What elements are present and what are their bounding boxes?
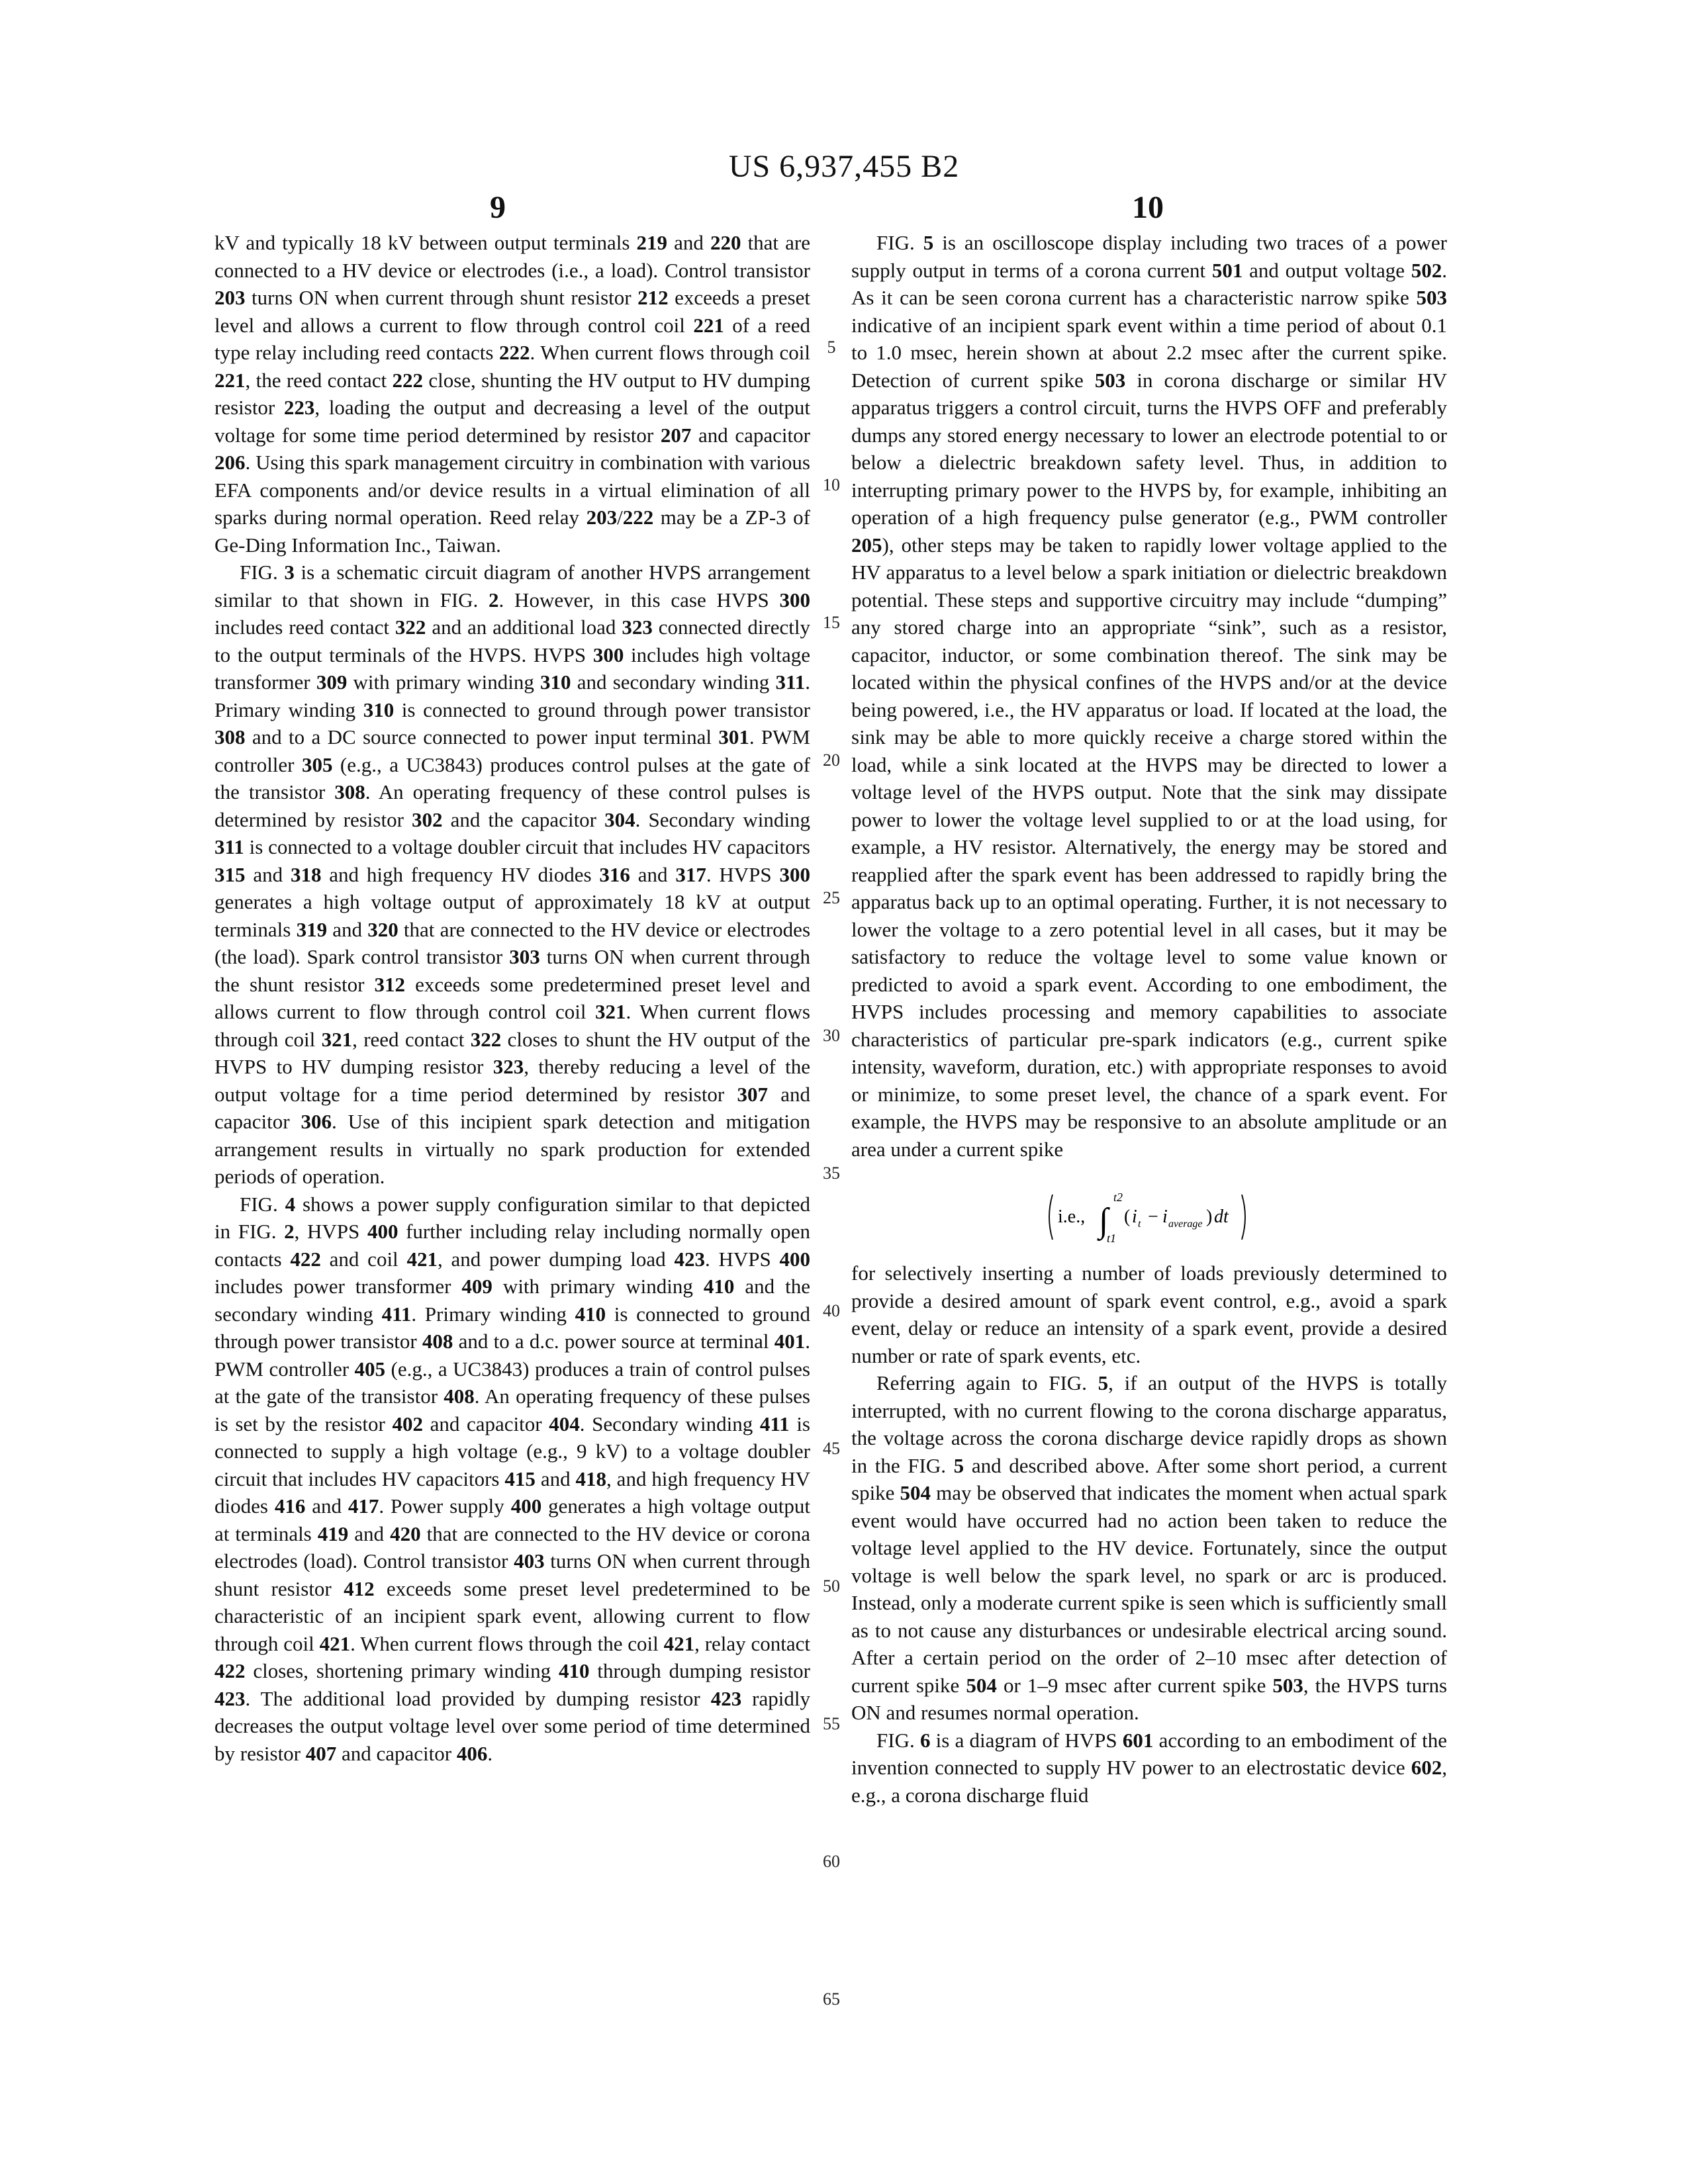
line-number: 5 [827, 338, 836, 357]
right-paren [1242, 1195, 1245, 1240]
patent-number: US 6,937,455 B2 [728, 149, 960, 184]
average-current-symbol: i [1162, 1206, 1168, 1227]
paragraph: for selectively inserting a number of loads previously determined to provide a desired amount of spark event control, e.g., avoid a spark event, delay or reduce an intensity of a spark event, provide a desired number or rate of spark events, etc. [851, 1261, 1447, 1367]
paragraph: FIG. 5 is an oscilloscope display including two traces of a power supply output in terms of a corona current 501 and output voltage 502. As it can be seen corona current has a characteristic narrow spike 503 indicative of an incipient spark event within a time period of about 0.1 to 1.0 msec, herein shown at about 2.2 msec after the current spike. Detection of current spike 503 in corona discharge or similar HV apparatus triggers a control circuit, turns the HVPS OFF and preferably dumps any stored energy necessary to lower an electrode potential to or below a dielectric breakdown safety level. Thus, in addition to interrupting primary power to the HVPS by, for example, inhibiting an operation of a high frequency pulse generator (e.g., PWM controller 205), other steps may be taken to rapidly lower voltage applied to the HV apparatus to a level below a spark initiation or dielectric breakdown potential. These steps and supportive circuitry may include “dumping” any stored charge into an appropriate “sink”, such as a resistor, capacitor, inductor, or some combination thereof. The sink may be located within the physical confines of the HVPS and/or at the device being powered, i.e., the HV apparatus or load. If located at the load, the sink may be able to more quickly receive a charge stored within the load, while a sink located at the HVPS may be directed to lower a voltage level of the HVPS output. Note that the sink may dissipate power to lower the voltage level supplied to or at the load using, for example, a HV resistor. Alternatively, the energy may be stored and reapplied after the spark event has been addressed to rapidly bring the apparatus back up to an optimal operating. Further, it is not necessary to lower the voltage to a zero potential level in all cases, but it may be satisfactory to reduce the voltage level to some value known or predicted to avoid a spark event. According to one embodiment, the HVPS includes processing and memory capabilities to associate characteristics of particular pre-spark indicators (e.g., current spike intensity, waveform, duration, etc.) with appropriate responses to avoid or minimize, to some preset level, the chance of a spark event. For example, the HVPS may be responsive to an absolute amplitude or an area under a current spike [851, 231, 1447, 1161]
column-number-right: 10 [1132, 190, 1164, 225]
upper-limit: t2 [1113, 1191, 1123, 1204]
line-number: 15 [823, 613, 840, 632]
integral-sign: ∫ [1099, 1202, 1109, 1240]
equation-graphic [1043, 1185, 1255, 1249]
line-number: 65 [823, 1989, 840, 2009]
current-subscript: t [1138, 1218, 1141, 1230]
paragraph: FIG. 6 is a diagram of HVPS 601 according to an embodiment of the invention connected to supply HV power to an electrostatic device 602, e.g., a corona discharge fluid [851, 1728, 1447, 1807]
paragraph: kV and typically 18 kV between output terminals 219 and 220 that are connected to a HV device or electrodes (i.e., a load). Control transistor 203 turns ON when current through shunt resistor 212 exceeds a preset level and allows a current to flow through control coil 221 of a reed type relay including reed contacts 222. When current flows through coil 221, the reed contact 222 close, shunting the HV output to HV dumping resistor 223, loading the output and decreasing a level of the output voltage for some time period determined by resistor 207 and capacitor 206. Using this spark management circuitry in combination with various EFA components and/or device results in a virtual elimination of all sparks during normal operation. Reed relay 203/222 may be a ZP-3 of Ge-Ding Information Inc., Taiwan. [214, 231, 811, 557]
column-number-left: 9 [490, 190, 506, 225]
equation-prefix: i.e., [1058, 1206, 1086, 1227]
lower-limit: t1 [1107, 1232, 1117, 1245]
paragraph: FIG. 3 is a schematic circuit diagram of another HVPS arrangement similar to that shown in FIG. 2. However, in this case HVPS 300 includes reed contact 322 and an additional load 323 connected directly to the output terminals of the HVPS. HVPS 300 includes high voltage transformer 309 with primary winding 310 and secondary winding 311. Primary winding 310 is connected to ground through power transistor 308 and to a DC source connected to power input terminal 301. PWM controller 305 (e.g., a UC3843) produces control pulses at the gate of the transistor 308. An operating frequency of these control pulses is determined by resistor 302 and the capacitor 304. Secondary winding 311 is connected to a voltage doubler circuit that includes HV capacitors 315 and 318 and high frequency HV diodes 316 and 317. HVPS 300 generates a high voltage output of approximately 18 kV at output terminals 319 and 320 that are connected to the HV device or electrodes (the load). Spark control transistor 303 turns ON when current through the shunt resistor 312 exceeds some predetermined preset level and allows current to flow through control coil 321. When current flows through coil 321, reed contact 322 closes to shunt the HV output of the HVPS to HV dumping resistor 323, thereby reducing a level of the output voltage for a time period determined by resistor 307 and capacitor 306. Use of this incipient spark detection and mitigation arrangement results in virtually no spark production for extended periods of operation. [214, 561, 811, 1188]
integral-equation [851, 1185, 1447, 1249]
line-number: 40 [823, 1301, 840, 1320]
paragraph: FIG. 4 shows a power supply configuration similar to that depicted in FIG. 2, HVPS 400 further including relay including normally open contacts 422 and coil 421, and power dumping load 423. HVPS 400 includes power transformer 409 with primary winding 410 and the secondary winding 411. Primary winding 410 is connected to ground through power transistor 408 and to a d.c. power source at terminal 401. PWM controller 405 (e.g., a UC3843) produces a train of control pulses at the gate of the transistor 408. An operating frequency of these pulses is set by the resistor 402 and capacitor 404. Secondary winding 411 is connected to supply a high voltage (e.g., 9 kV) to a voltage doubler circuit that includes HV capacitors 415 and 418, and high frequency HV diodes 416 and 417. Power supply 400 generates a high voltage output at terminals 419 and 420 that are connected to the HV device or corona electrodes (load). Control transistor 403 turns ON when current through shunt resistor 412 exceeds some preset level predetermined to be characteristic of an incipient spark event, allowing current to flow through coil 421. When current flows through the coil 421, relay contact 422 closes, shortening primary winding 410 through dumping resistor 423. The additional load provided by dumping resistor 423 rapidly decreases the output voltage level over some period of time determined by resistor 407 and capacitor 406. [214, 1192, 811, 1765]
left-paren [1049, 1195, 1053, 1240]
paragraph: Referring again to FIG. 5, if an output of the HVPS is totally interrupted, with no current flowing to the corona discharge apparatus, the voltage across the corona discharge device rapidly drops as shown in the FIG. 5 and described above. After some short period, a current spike 504 may be observed that indicates the moment when actual spark event would have occurred had no action been taken to reduce the voltage level applied to the HV device. Fortunately, since the output voltage is well below the spark level, no spark or arc is produced. Instead, only a moderate current spike is seen which is sufficiently small as to not cause any disturbances or undesirable electrical arcing sound. After a certain period on the order of 2–10 msec after detection of current spike 504 or 1–9 msec after current spike 503, the HVPS turns ON and resumes normal operation. [851, 1371, 1448, 1724]
line-number: 30 [823, 1026, 840, 1045]
current-symbol: i [1132, 1206, 1137, 1227]
line-number: 55 [823, 1714, 840, 1733]
line-number: 50 [823, 1576, 840, 1596]
close-paren: ) [1206, 1206, 1213, 1227]
left-column [214, 229, 810, 1767]
line-number-gutter [812, 0, 851, 2184]
line-number: 45 [823, 1439, 840, 1458]
line-number: 25 [823, 888, 840, 907]
line-number: 20 [823, 751, 840, 770]
minus-sign: − [1148, 1206, 1158, 1227]
average-subscript: average [1168, 1218, 1203, 1230]
differential: dt [1214, 1206, 1229, 1227]
right-column [851, 229, 1447, 1809]
open-paren: ( [1124, 1206, 1131, 1227]
line-number: 10 [823, 475, 840, 494]
line-number: 60 [823, 1852, 840, 1871]
line-number: 35 [823, 1163, 840, 1183]
